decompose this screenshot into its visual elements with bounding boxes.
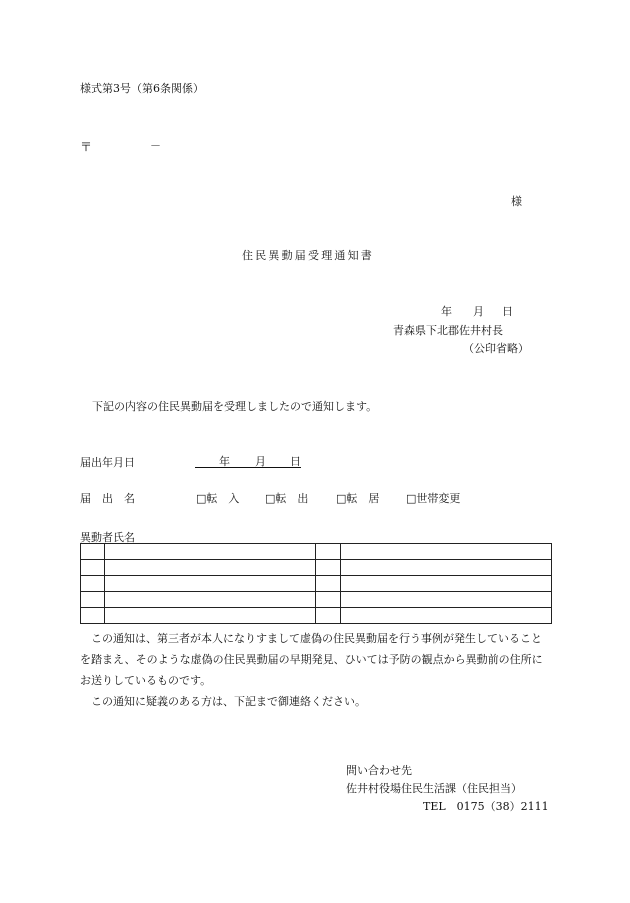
option-address-change: □転 居 — [336, 492, 380, 505]
table-cell — [81, 592, 105, 608]
table-cell — [316, 608, 341, 624]
issue-date — [441, 303, 513, 319]
option-household-change: □世帯変更 — [406, 492, 461, 505]
notice-text — [80, 628, 552, 712]
option-move-in: □転 入 — [196, 492, 240, 505]
table-row — [81, 544, 552, 560]
table-cell — [105, 592, 316, 608]
table-cell — [81, 608, 105, 624]
issuer-name: 青森県下北郡佐井村長 — [393, 324, 503, 337]
table-cell — [316, 544, 341, 560]
table-cell — [81, 576, 105, 592]
form-number: 様式第3号（第6条関係） — [80, 82, 204, 95]
document-title: 住民異動届受理通知書 — [242, 249, 374, 262]
postal-code-dash: － — [150, 139, 161, 152]
contact-office: 佐井村役場住民生活課（住民担当） — [346, 782, 522, 795]
table-cell — [341, 560, 552, 576]
table-row — [81, 576, 552, 592]
filed-date-day: 日 — [290, 455, 301, 468]
table-cell — [316, 592, 341, 608]
option-move-out: □転 出 — [265, 492, 309, 505]
movers-table — [80, 543, 552, 624]
notification-type-label: 届 出 名 — [80, 492, 135, 505]
table-row — [81, 560, 552, 576]
table-cell — [105, 560, 316, 576]
table-row — [81, 592, 552, 608]
table-cell — [81, 544, 105, 560]
table-cell — [341, 544, 552, 560]
table-cell — [316, 560, 341, 576]
notice-paragraph-purpose: この通知は、第三者が本人になりすまして虚偽の住民異動届を行う事例が発生していることを踏まえ、そのような虚偽の住民異動届の早期発見、ひいては予防の観点から異動前の住所にお送りしているものです。 — [80, 632, 543, 687]
issue-date-month: 月 — [473, 305, 484, 318]
recipient-honorific: 様 — [511, 195, 522, 208]
issue-date-year: 年 — [441, 305, 452, 318]
intro-text: 下記の内容の住民異動届を受理しましたので通知します。 — [92, 400, 378, 413]
table-row — [81, 608, 552, 624]
table-cell — [341, 576, 552, 592]
contact-phone: TEL 0175（38）2111 — [423, 800, 549, 813]
postal-mark: 〒 — [80, 140, 93, 154]
table-cell — [105, 544, 316, 560]
table-cell — [316, 576, 341, 592]
seal-omitted-note: （公印省略） — [463, 342, 529, 355]
table-cell — [341, 592, 552, 608]
table-cell — [341, 608, 552, 624]
table-cell — [105, 608, 316, 624]
table-cell — [81, 560, 105, 576]
contact-label: 問い合わせ先 — [346, 764, 412, 777]
table-cell — [105, 576, 316, 592]
notice-paragraph-inquiry: この通知に疑義のある方は、下記まで御連絡ください。 — [91, 695, 366, 708]
movers-label: 異動者氏名 — [80, 531, 135, 544]
filed-date-label: 届出年月日 — [80, 456, 135, 469]
filed-date-month: 月 — [255, 455, 266, 468]
filed-date-field — [195, 453, 301, 468]
filed-date-year: 年 — [219, 455, 230, 468]
issue-date-day: 日 — [502, 305, 513, 318]
